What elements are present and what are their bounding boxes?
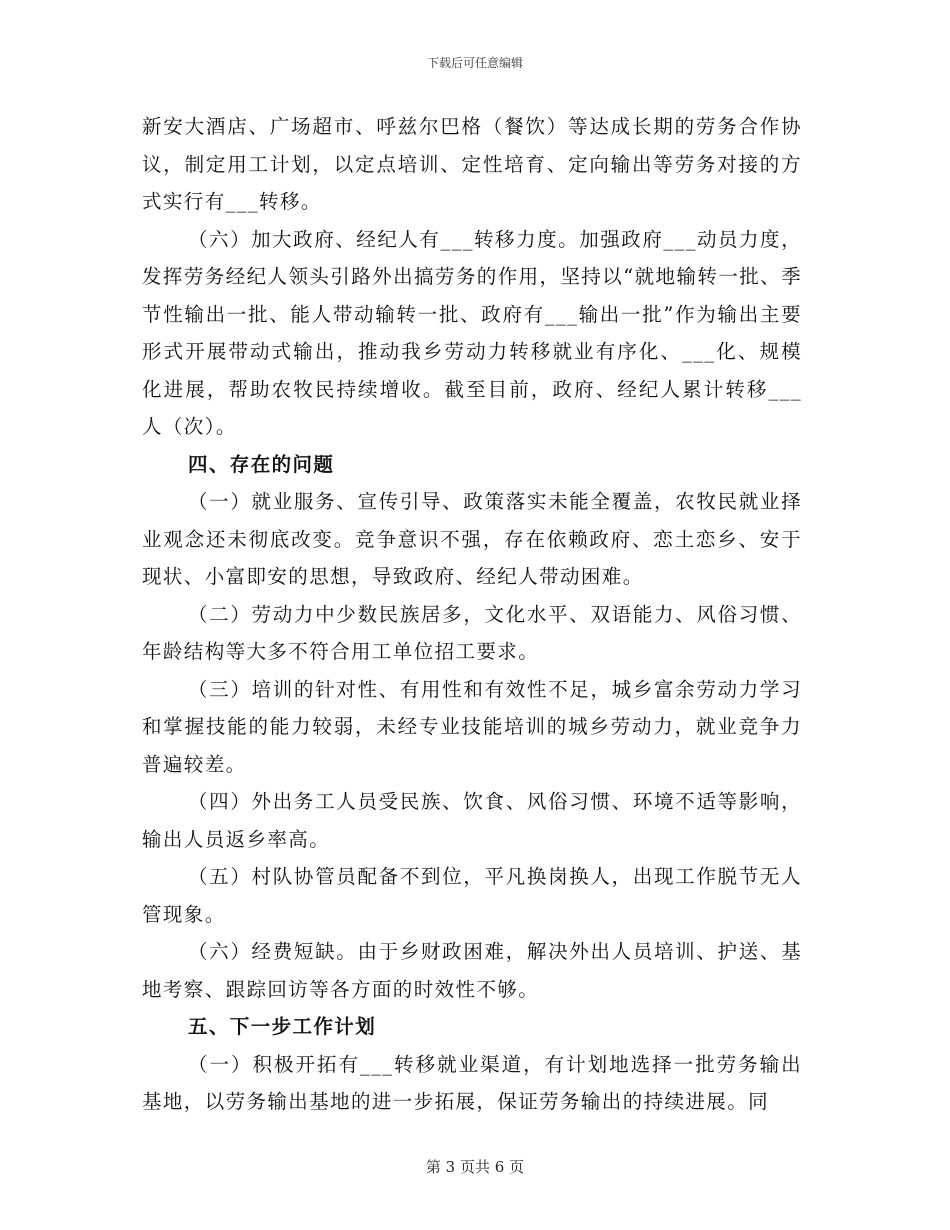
paragraph-problem-6: （六）经费短缺。由于乡财政困难，解决外出人员培训、护送、基地考察、跟踪回访等各方面的时效性不够。 [142,940,802,1001]
paragraph-plan-1: （一）积极开拓有___转移就业渠道，有计划地选择一批劳务输出基地，以劳务输出基地的进一步拓展，保证劳务输出的持续进展。同 [142,1052,802,1113]
document-body [142,108,802,1121]
section-heading-5: 五、下一步工作计划 [188,1015,377,1038]
page-footer: 第 3 页共 6 页 [425,1158,525,1176]
paragraph-problem-2: （二）劳动力中少数民族居多，文化水平、双语能力、风俗习惯、年龄结构等大多不符合用工单位招工要求。 [142,602,802,663]
page-header: 下载后可任意编辑 [426,56,523,70]
paragraph-problem-4: （四）外出务工人员受民族、饮食、风俗习惯、环境不适等影响，输出人员返乡率高。 [142,790,802,851]
paragraph-problem-5: （五）村队协管员配备不到位，平凡换岗换人，出现工作脱节无人管现象。 [142,865,802,926]
paragraph-item-6: （六）加大政府、经纪人有___转移力度。加强政府___动员力度，发挥劳务经纪人领头引路外出搞劳务的作用，坚持以“就地输转一批、季节性输出一批、能人带动输转一批、政府有___输出一批”作为输出主要形式开展带动式输出，推动我乡劳动力转移就业有序化、___化、规模化进展，帮助农牧民持续增收。截至目前，政府、经纪人累计转移___人（次）。 [142,227,802,438]
paragraph-problem-1: （一）就业服务、宣传引导、政策落实未能全覆盖，农牧民就业择业观念还未彻底改变。竞争意识不强，存在依赖政府、恋土恋乡、安于现状、小富即安的思想，导致政府、经纪人带动困难。 [142,490,802,588]
paragraph-problem-3: （三）培训的针对性、有用性和有效性不足，城乡富余劳动力学习和掌握技能的能力较弱，未经专业技能培训的城乡劳动力，就业竞争力普遍较差。 [142,677,802,776]
paragraph-continuation: 新安大酒店、广场超市、呼兹尔巴格（餐饮）等达成长期的劳务合作协议，制定用工计划，以定点培训、定性培育、定向输出等劳务对接的方式实行有___转移。 [142,115,802,213]
section-heading-4: 四、存在的问题 [188,452,335,476]
